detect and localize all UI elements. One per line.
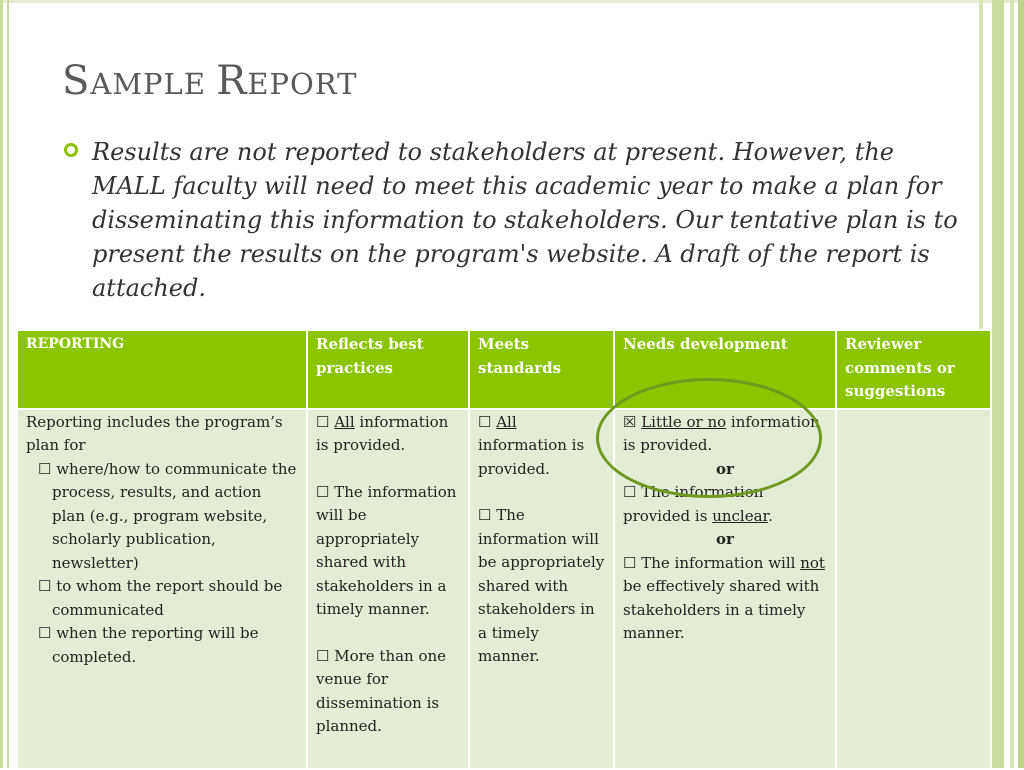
checkbox-glyph: ☐ [478,412,497,431]
reporting-rubric-table [16,329,992,770]
criteria-item-when: ☐ when the reporting will be completed. [38,624,259,666]
text-post: be effectively shared with stakeholders in a timely manner. [623,577,820,642]
cell-reflects-best-practices [307,409,469,769]
text-pre: ☐ The information will [623,553,801,572]
frame-right-2 [992,0,1004,768]
criteria-item-where: ☐ where/how to communicate the process, results, and action plan (e.g., program website, scholarly publication, newsletter) [38,459,297,572]
title-initial-2: R [216,58,248,104]
text-rest: information is provided. [623,412,820,454]
cell-reviewer-comments [836,409,991,769]
best-practice-all-info [316,411,460,458]
frame-left-inner [7,0,9,768]
text-post: . [768,506,773,525]
header-needs-development: Needs development [614,330,836,409]
bullet-circle-icon [64,143,78,157]
title-rest-2: EPORT [247,67,358,101]
checkbox-glyph: ☐ [316,412,335,431]
standard-all-info [478,411,605,482]
title-rest-1: AMPLE [90,67,217,101]
spacer [316,458,460,481]
criteria-intro: Reporting includes the program’s plan for [26,412,283,454]
emphasis-little-or-no: Little or no [641,412,727,431]
best-practice-shared: ☐ The information will be appropriately shared with stakeholders in a timely manner. [316,482,457,618]
header-reporting: REPORTING [17,330,307,409]
text-pre: ☐ The information provided is [623,483,764,525]
frame-top [0,0,1024,3]
criteria-item-whom: ☐ to whom the report should be communicated [38,577,283,619]
cell-meets-standards [469,409,614,769]
frame-left [0,0,3,768]
emphasis-unclear: unclear [712,506,769,525]
emphasis-all: All [496,412,517,431]
title-initial-1: S [62,58,91,104]
header-reviewer-comments: Reviewer comments or suggestions [836,330,991,409]
emphasis-not: not [800,553,825,572]
text-rest: information is provided. [316,412,449,454]
spacer [316,622,460,645]
table-header-row [17,330,991,409]
standard-shared: ☐ The information will be appropriately shared with stakeholders in a timely manner. [478,506,605,665]
or-separator: or [716,459,734,478]
header-reflects-best-practices: Reflects best practices [307,330,469,409]
spacer [478,481,605,504]
checked-box-glyph: ☒ [623,412,642,431]
slide-title [62,58,357,104]
cell-reporting-criteria [17,409,307,769]
frame-right-4 [1018,0,1024,768]
body-paragraph: Results are not reported to stakeholders at present. However, the MALL faculty will need to meet this academic year to make a plan for disseminating this information to stakeholders. Our tentative plan is to present the results on the program's website. A draft of the report is attached. [92,138,958,302]
or-separator: or [716,530,734,548]
best-practice-venue: ☐ More than one venue for dissemination is planned. [316,646,447,735]
needs-not-shared [623,552,827,646]
text-rest: information is provided. [478,436,585,478]
table-row [17,409,991,769]
header-meets-standards: Meets standards [469,330,614,409]
emphasis-all: All [334,412,355,431]
frame-right-3 [1010,0,1014,768]
highlight-circle [596,378,822,498]
